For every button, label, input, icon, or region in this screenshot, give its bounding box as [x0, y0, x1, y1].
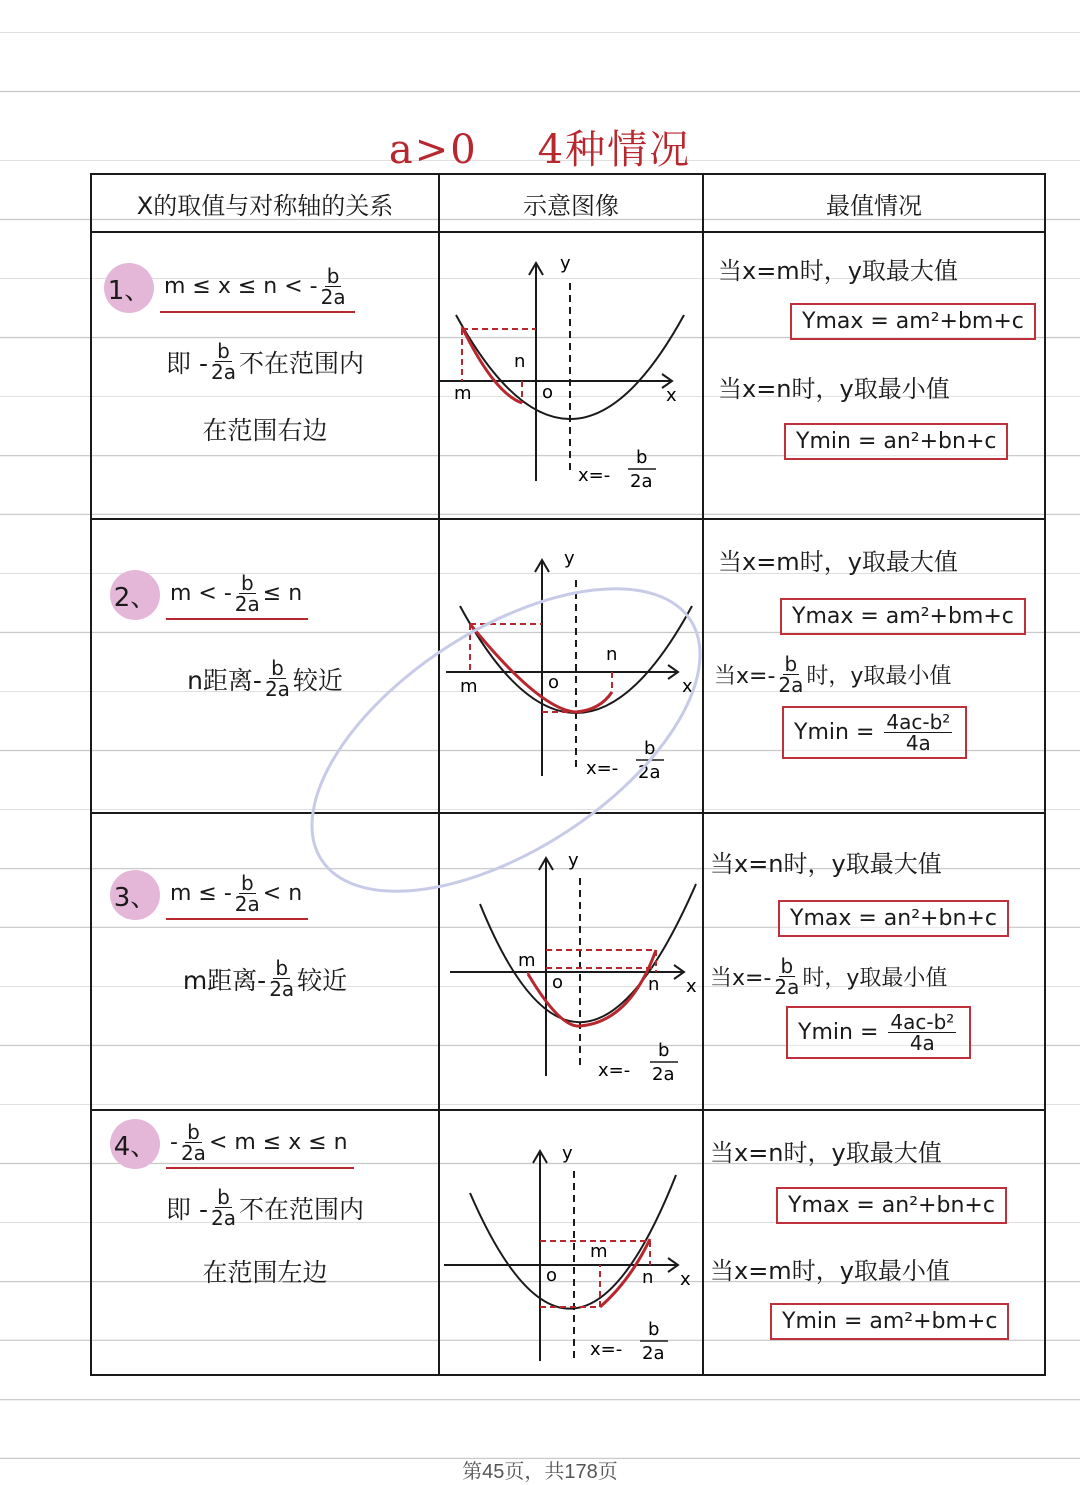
parabola-graph-2: [440, 520, 704, 813]
min-condition-text: 当x=- $\frac{b}{2a}$ 时，y取最小值: [714, 652, 952, 698]
case-note: 即 - $\frac{b}{2a}$ 不在范围内: [166, 339, 364, 385]
case-number-badge: 3、: [110, 870, 160, 920]
parabola-graph-3: [440, 814, 704, 1110]
case-row-4: [91, 1110, 1045, 1375]
case-graph-cell: [439, 519, 703, 813]
header-relation: X的取值与对称轴的关系: [91, 174, 439, 232]
svg-text:o: o: [552, 972, 564, 994]
page-footer: 第45页，共178页: [462, 1461, 618, 1483]
svg-text:m: m: [590, 1241, 608, 1263]
case-extremum-cell: [703, 232, 1045, 519]
case-condition-cell: [91, 232, 439, 519]
case-note-2: 在范围右边: [202, 416, 328, 446]
svg-text:x=-: x=-: [578, 465, 611, 487]
header-extremum: 最值情况: [703, 174, 1045, 232]
case-condition-cell: [91, 519, 439, 813]
parabola-graph-1: [440, 233, 704, 519]
svg-text:y: y: [560, 253, 571, 275]
min-formula-box: Ymin = $\frac{\text{4ac-b²}}{4a}$: [786, 1006, 971, 1059]
svg-text:b: b: [636, 447, 648, 469]
parabola-graph-4: [440, 1111, 704, 1375]
case-condition-cell: [91, 1110, 439, 1375]
case-condition: m < - $\frac{b}{2a}$ ≤ n: [166, 571, 308, 620]
svg-text:2a: 2a: [642, 1343, 665, 1365]
max-condition-text: 当x=m时，y取最大值: [718, 548, 958, 577]
svg-text:x: x: [680, 1269, 691, 1291]
case-row-2: [91, 519, 1045, 813]
svg-text:2a: 2a: [638, 762, 661, 784]
max-condition-text: 当x=n时，y取最大值: [710, 850, 942, 879]
svg-text:o: o: [546, 1265, 558, 1287]
svg-text:2a: 2a: [652, 1064, 675, 1086]
svg-text:m: m: [460, 676, 478, 698]
title-condition: a>0: [388, 127, 478, 173]
svg-text:x: x: [666, 385, 677, 407]
svg-text:n: n: [642, 1267, 654, 1289]
min-formula-box: Ymin = am²+bm+c: [770, 1303, 1009, 1340]
title-cases: 4种情况: [537, 127, 692, 173]
min-condition-text: 当x=n时，y取最小值: [718, 375, 950, 404]
case-row-1: [91, 232, 1045, 519]
max-condition-text: 当x=m时，y取最大值: [718, 257, 958, 286]
svg-text:y: y: [568, 850, 579, 872]
cases-table: [90, 173, 1046, 1376]
svg-text:y: y: [562, 1143, 573, 1165]
header-graph: 示意图像: [439, 174, 703, 232]
svg-text:x=-: x=-: [590, 1339, 623, 1361]
max-formula-box: Ymax = am²+bm+c: [780, 598, 1026, 635]
case-number-badge: 2、: [110, 570, 160, 620]
svg-text:n: n: [514, 351, 526, 373]
case-extremum-cell: [703, 1110, 1045, 1375]
svg-text:m: m: [454, 383, 472, 405]
max-formula-box: Ymax = an²+bn+c: [778, 900, 1009, 937]
min-formula-box: Ymin = $\frac{\text{4ac-b²}}{4a}$: [782, 706, 967, 759]
min-formula-box: Ymin = an²+bn+c: [784, 423, 1008, 460]
svg-text:n: n: [648, 974, 660, 996]
svg-text:x: x: [686, 976, 697, 998]
svg-text:b: b: [658, 1040, 670, 1062]
min-condition-text: 当x=m时，y取最小值: [710, 1257, 950, 1286]
svg-text:o: o: [542, 382, 554, 404]
case-row-3: [91, 813, 1045, 1110]
svg-text:b: b: [648, 1319, 660, 1341]
svg-text:x: x: [682, 676, 693, 698]
max-condition-text: 当x=n时，y取最大值: [710, 1139, 942, 1168]
case-graph-cell: [439, 232, 703, 519]
svg-text:2a: 2a: [630, 471, 653, 493]
min-condition-text: 当x=- $\frac{b}{2a}$ 时，y取最小值: [710, 954, 948, 1000]
case-condition: m ≤ x ≤ n < - $\frac{b}{2a}$: [160, 264, 355, 313]
max-formula-box: Ymax = am²+bm+c: [790, 303, 1036, 340]
case-note: 即 - $\frac{b}{2a}$ 不在范围内: [166, 1185, 364, 1231]
case-number-badge: 4、: [110, 1119, 160, 1169]
case-condition-cell: [91, 813, 439, 1110]
case-number-badge: 1、: [104, 263, 154, 313]
case-graph-cell: [439, 813, 703, 1110]
case-graph-cell: [439, 1110, 703, 1375]
svg-text:y: y: [564, 548, 575, 570]
case-condition: - $\frac{b}{2a}$ < m ≤ x ≤ n: [166, 1120, 354, 1169]
svg-text:o: o: [548, 672, 560, 694]
case-extremum-cell: [703, 519, 1045, 813]
case-condition: m ≤ - $\frac{b}{2a}$ < n: [166, 871, 308, 920]
case-note: n距离- $\frac{b}{2a}$ 较近: [187, 656, 343, 702]
max-formula-box: Ymax = an²+bn+c: [776, 1187, 1007, 1224]
svg-text:n: n: [606, 644, 618, 666]
page-title: [0, 118, 1080, 175]
case-extremum-cell: [703, 813, 1045, 1110]
svg-text:x=-: x=-: [586, 758, 619, 780]
case-note-2: 在范围左边: [202, 1258, 328, 1288]
svg-text:x=-: x=-: [598, 1060, 631, 1082]
svg-text:b: b: [644, 738, 656, 760]
case-note: m距离- $\frac{b}{2a}$ 较近: [182, 956, 348, 1002]
svg-text:m: m: [518, 950, 536, 972]
